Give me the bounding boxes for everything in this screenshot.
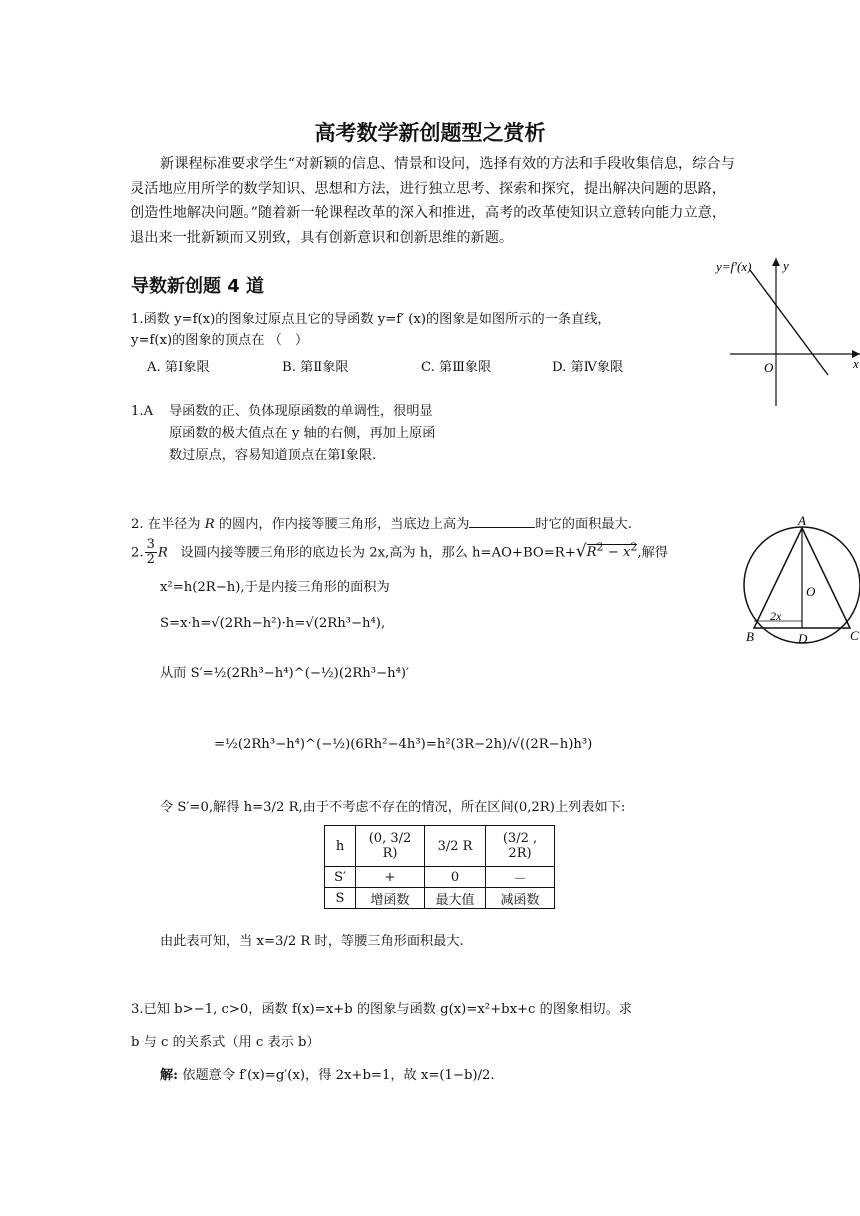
x-axis-label: x bbox=[853, 356, 859, 371]
q2-line2: x²=h(2R−h),于是内接三角形的面积为 bbox=[160, 580, 390, 595]
page-title: 高考数学新创题型之赏析 bbox=[314, 121, 546, 145]
svg-text:B: B bbox=[746, 629, 754, 644]
q1-answer-line: 数过原点，容易知道顶点在第Ⅰ象限. bbox=[169, 448, 377, 463]
q1-option-a: A. 第Ⅰ象限 bbox=[147, 360, 210, 375]
table-row: S′ + 0 － bbox=[325, 867, 555, 888]
q2-line5: =½(2Rh³−h⁴)^(−½)(6Rh²−4h³)=h²(3R−2h)/√((2R−h)h³) bbox=[214, 737, 593, 752]
q1-option-c: C. 第Ⅲ象限 bbox=[421, 360, 492, 375]
section-heading: 导数新创题 4 道 bbox=[131, 276, 265, 297]
inscribed-triangle-figure bbox=[732, 510, 860, 650]
q1-line1: 1.函数 y=f(x)的图象过原点且它的导函数 y=f′ (x)的图象是如图所示的一条直线， bbox=[131, 312, 611, 327]
svg-text:2x: 2x bbox=[770, 609, 782, 623]
y-axis-arrow-icon bbox=[772, 258, 780, 266]
q1-line2: y=f(x)的图象的顶点在 （ ） bbox=[131, 333, 309, 348]
q1-option-d: D. 第Ⅳ象限 bbox=[552, 360, 624, 375]
q2-line3: S=x·h=√(2Rh−h²)·h=√(2Rh³−h⁴), bbox=[160, 616, 386, 631]
q1-option-b: B. 第Ⅱ象限 bbox=[282, 360, 349, 375]
svg-text:C: C bbox=[850, 628, 859, 643]
q1-answer-label: 1.A bbox=[131, 404, 154, 419]
svg-text:D: D bbox=[798, 631, 808, 646]
y-axis-label: y bbox=[783, 258, 789, 273]
q2-answer-line1: 2. $\frac{3}{2}$ R 设圆内接等腰三角形的底边长为 2x,高为 h，那么 $h=AO+BO=R+√R^2 - x^2$,解得 bbox=[131, 537, 668, 568]
derivative-line bbox=[750, 270, 828, 375]
q2-question: 2. 在半径为 R 的圆内，作内接等腰三角形，当底边上高为 时它的面积最大. bbox=[131, 514, 632, 535]
q1-answer-line: 原函数的极大值点在 y 轴的右侧，再加上原函 bbox=[169, 426, 436, 441]
q3-line2: b 与 c 的关系式（用 c 表示 b） bbox=[131, 1035, 320, 1050]
q2-conclusion: 由此表可知，当 x=3/2 R 时，等腰三角形面积最大. bbox=[160, 934, 464, 949]
curve-label: y=f′(x) bbox=[716, 259, 752, 274]
table-row: S 增函数 最大值 减函数 bbox=[325, 888, 555, 909]
table-row: h (0, 3/2 R) 3/2 R (3/2 , 2R) bbox=[325, 826, 555, 867]
q3-line1: 3.已知 b>−1, c>0，函数 f(x)=x+b 的图象与函数 g(x)=x²+bx+c 的图象相切。求 bbox=[131, 1002, 632, 1017]
origin-label: O bbox=[764, 360, 774, 375]
answer-blank bbox=[469, 514, 535, 528]
q3-solution: 解: 依题意令 f′(x)=g′(x)，得 2x+b=1，故 x=(1−b)/2. bbox=[160, 1068, 495, 1083]
svg-text:A: A bbox=[798, 513, 806, 528]
svg-text:O: O bbox=[806, 584, 816, 599]
sign-table bbox=[324, 825, 555, 909]
intro-paragraph: 新课程标准要求学生“对新颖的信息、情景和设问，选择有效的方法和手段收集信息，综合与灵活地应用所学的数学知识、思想和方法，进行独立思考、探索和探究，提出解决问题的思路，创造性地解决问题。”随着新一轮课程改革的深入和推进，高考的改革使知识立意转向能力立意，退出来一批新颖而又别致，具有创新意识和创新思维的新题。 bbox=[130, 156, 735, 246]
derivative-line-graph bbox=[700, 250, 860, 410]
q1-answer-line: 导函数的正、负体现原函数的单调性，很明显 bbox=[169, 404, 433, 419]
q2-line4: 从而 S′=½(2Rh³−h⁴)^(−½)(2Rh³−h⁴)′ bbox=[160, 666, 410, 681]
q2-line6: 令 S′=0,解得 h=3/2 R,由于不考虑不存在的情况，所在区间(0,2R)上列表如下: bbox=[160, 800, 626, 815]
